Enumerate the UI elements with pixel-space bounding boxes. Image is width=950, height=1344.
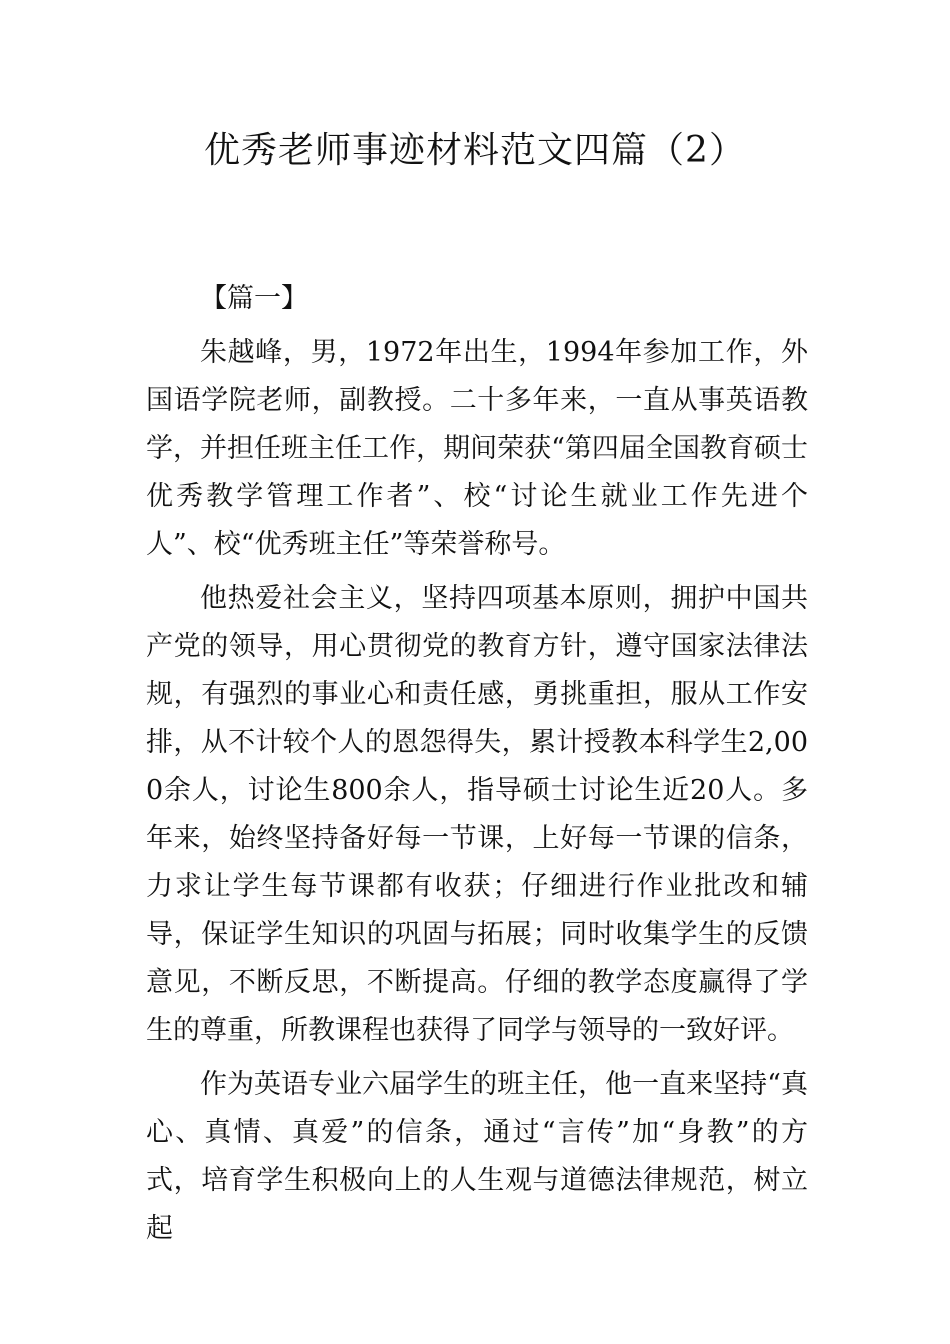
paragraph-1: 朱越峰，男，1972年出生，1994年参加工作，外国语学院老师，副教授。二十多年来，一直从事英语教学，并担任班主任工作，期间荣获“第四届全国教育硕士优秀教学管理工作者”、校“讨论生就业工作先进个人”、校“优秀班主任”等荣誉称号。 <box>146 337 808 560</box>
paragraph-2: 他热爱社会主义，坚持四项基本原则，拥护中国共产党的领导，用心贯彻党的教育方针，遵守国家法律法规，有强烈的事业心和责任感，勇挑重担，服从工作安排，从不计较个人的恩怨得失，累计授教本科学生2,000余人，讨论生800余人，指导硕士讨论生近20人。多年来，始终坚持备好每一节课，上好每一节课的信条，力求让学生每节课都有收获；仔细进行作业批改和辅导，保证学生知识的巩固与拓展；同时收集学生的反馈意见，不断反思，不断提高。仔细的教学态度赢得了学生的尊重，所教课程也获得了同学与领导的一致好评。 <box>146 583 808 1046</box>
document-body <box>146 275 808 1259</box>
section-heading: 【篇一】 <box>200 283 308 314</box>
document-title: 优秀老师事迹材料范文四篇（2） <box>204 130 746 171</box>
paragraph-3: 作为英语专业六届学生的班主任，他一直来坚持“真心、真情、真爱”的信条，通过“言传”加“身教”的方式，培育学生积极向上的人生观与道德法律规范，树立起 <box>146 1069 808 1244</box>
